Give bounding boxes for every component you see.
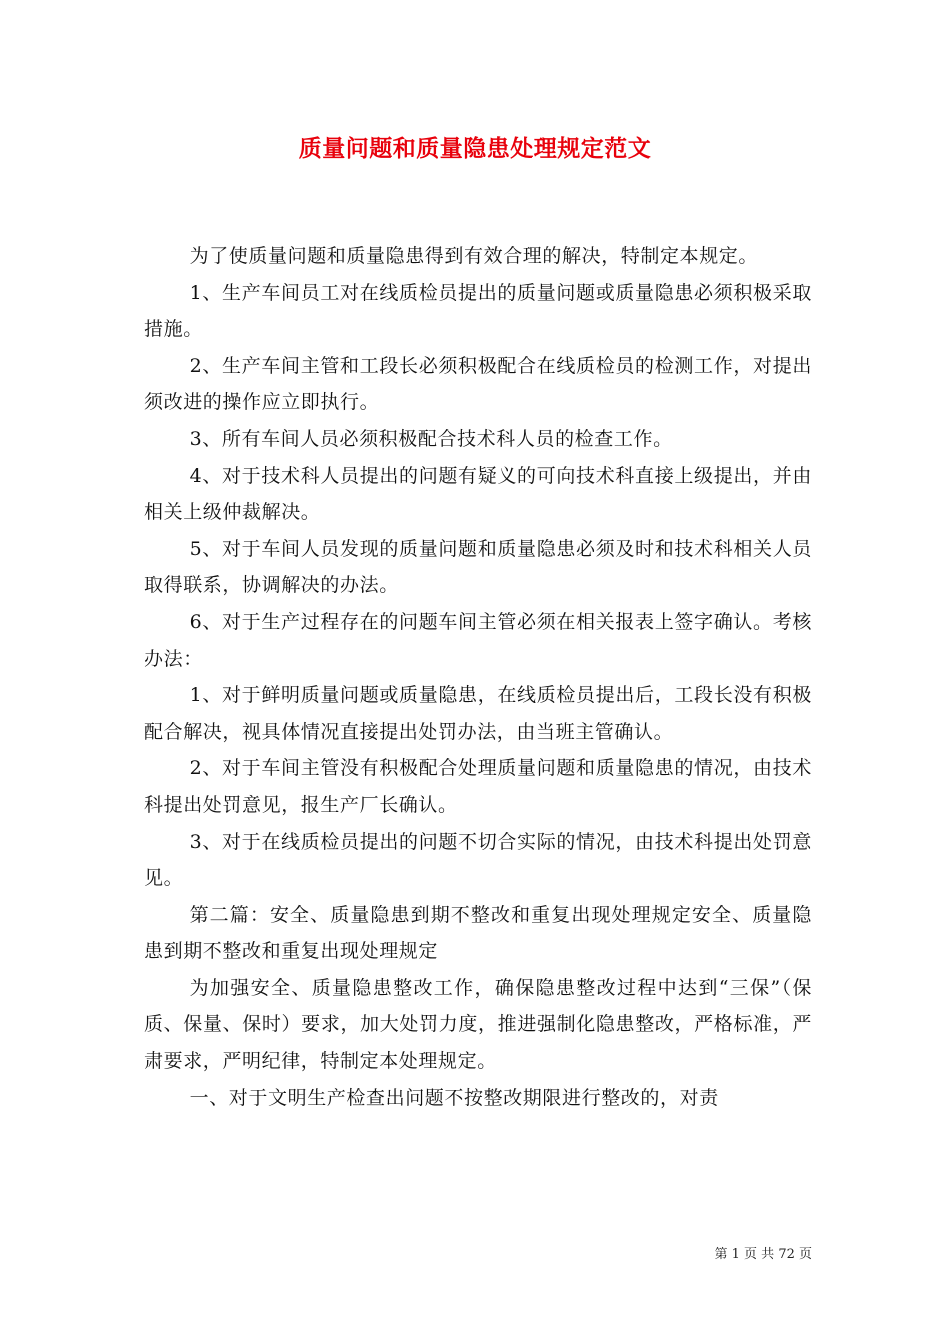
paragraph: 4、对于技术科人员提出的问题有疑义的可向技术科直接上级提出，并由相关上级仲裁解决。 (144, 464, 812, 524)
document-title: 质量问题和质量隐患处理规定范文 (298, 135, 652, 162)
document-body (144, 238, 812, 1116)
paragraph: 为了使质量问题和质量隐患得到有效合理的解决，特制定本规定。 (189, 245, 758, 267)
paragraph: 一、对于文明生产检查出问题不按整改期限进行整改的，对责 (189, 1086, 719, 1109)
paragraph: 6、对于生产过程存在的问题车间主管必须在相关报表上签字确认。考核办法： (144, 610, 812, 670)
paragraph: 1、生产车间员工对在线质检员提出的质量问题或质量隐患必须积极采取措施。 (144, 281, 812, 341)
paragraph: 1、对于鲜明质量问题或质量隐患，在线质检员提出后，工段长没有积极配合解决，视具体情况直接提出处罚办法，由当班主管确认。 (144, 684, 812, 743)
paragraph: 2、对于车间主管没有积极配合处理质量问题和质量隐患的情况，由技术科提出处罚意见，报生产厂长确认。 (144, 757, 812, 816)
paragraph: 2、生产车间主管和工段长必须积极配合在线质检员的检测工作，对提出须改进的操作应立即执行。 (144, 354, 812, 414)
page-number-footer: 第 1 页 共 72 页 (714, 1247, 812, 1262)
paragraph: 为加强安全、质量隐患整改工作，确保隐患整改过程中达到“三保”（保质、保量、保时）要求，加大处罚力度，推进强制化隐患整改，严格标准，严肃要求，严明纪律，特制定本处理规定。 (144, 976, 812, 1073)
paragraph: 5、对于车间人员发现的质量问题和质量隐患必须及时和技术科相关人员取得联系，协调解决的办法。 (144, 537, 812, 597)
paragraph: 3、对于在线质检员提出的问题不切合实际的情况，由技术科提出处罚意见。 (144, 830, 812, 890)
paragraph: 3、所有车间人员必须积极配合技术科人员的检查工作。 (189, 427, 673, 450)
paragraph: 第二篇：安全、质量隐患到期不整改和重复出现处理规定安全、质量隐患到期不整改和重复出现处理规定 (144, 903, 812, 963)
